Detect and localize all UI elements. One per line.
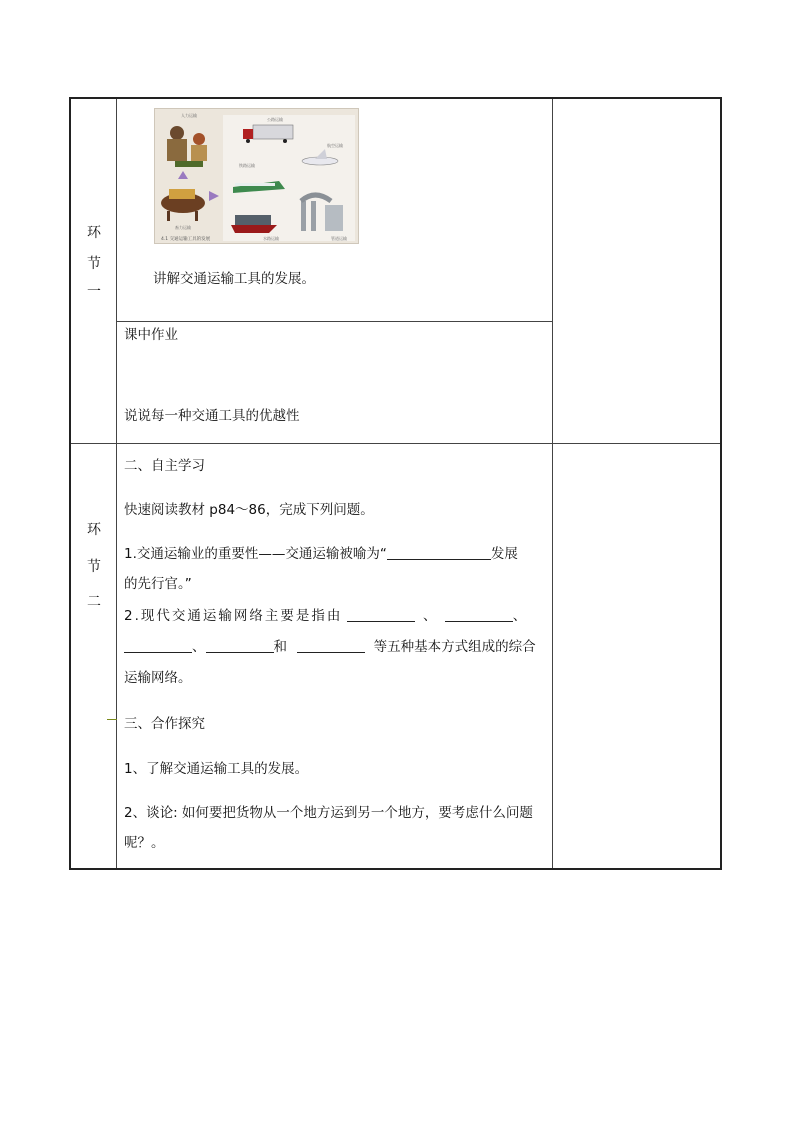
column-divider-right [552, 99, 553, 868]
lesson-table [69, 97, 722, 870]
section1-label [71, 99, 117, 443]
question-2-text: 2.现代交通运输网络主要是指由 [124, 608, 343, 624]
question-1-line-2: 的先行官。” [124, 576, 192, 592]
inquiry-item-2-line-1: 2、谈论: 如何要把货物从一个地方运到另一个地方，要考虑什么问题 [124, 805, 533, 821]
figure-label: 航空运输 [327, 143, 343, 148]
transport-figure-illustration [155, 109, 358, 243]
section1-label-char: 节 [87, 256, 101, 272]
answer-blank[interactable] [124, 638, 192, 653]
figure-note: 讲解交通运输工具的发展。 [153, 271, 315, 287]
figure-caption: 4.1 交通运输工具的发展 [161, 237, 211, 242]
question-2-text-end: 等五种基本方式组成的综合 [373, 639, 536, 655]
answer-blank[interactable] [206, 638, 274, 653]
transport-development-figure [154, 108, 359, 244]
answer-blank[interactable] [347, 607, 415, 622]
margin-mark [107, 719, 117, 720]
row-divider-main [71, 443, 720, 444]
question-2-line-2 [124, 635, 536, 655]
question-1-text-end: 发展 [490, 546, 518, 562]
answer-blank[interactable] [445, 607, 513, 622]
figure-label: 人力运输 [181, 113, 197, 118]
figure-label: 水路运输 [263, 236, 279, 241]
separator: 、 [192, 639, 206, 655]
section2-label-char: 节 [87, 559, 101, 575]
section1-label-char: 一 [87, 284, 101, 300]
answer-blank[interactable] [387, 545, 491, 560]
figure-label: 管道运输 [331, 236, 347, 241]
section2-label [71, 443, 117, 868]
cooperative-heading: 三、合作探究 [124, 716, 205, 732]
answer-blank[interactable] [297, 638, 365, 653]
section2-label-char: 二 [87, 594, 101, 610]
reading-instruction: 快速阅读教材 p84～86，完成下列问题。 [124, 502, 374, 518]
question-1-line-1 [124, 542, 518, 562]
inquiry-item-1: 1、了解交通运输工具的发展。 [124, 761, 309, 777]
question-2-line-1 [124, 604, 526, 624]
inquiry-item-2-line-2: 呢？。 [124, 835, 165, 851]
section1-label-char: 环 [87, 225, 101, 241]
separator: 、 [422, 608, 437, 624]
conjunction: 和 [273, 639, 287, 655]
figure-label: 公路运输 [267, 117, 283, 122]
homework-title: 课中作业 [124, 327, 178, 343]
self-study-heading: 二、自主学习 [124, 458, 205, 474]
question-1-text: 1.交通运输业的重要性——交通运输被喻为“ [124, 546, 387, 562]
homework-text: 说说每一种交通工具的优越性 [124, 408, 300, 424]
section2-label-char: 环 [87, 522, 101, 538]
question-2-line-3: 运输网络。 [124, 670, 192, 686]
separator: 、 [512, 608, 527, 624]
figure-label: 畜力运输 [175, 225, 191, 230]
row-divider-inner [117, 321, 552, 322]
figure-label: 铁路运输 [239, 163, 255, 168]
